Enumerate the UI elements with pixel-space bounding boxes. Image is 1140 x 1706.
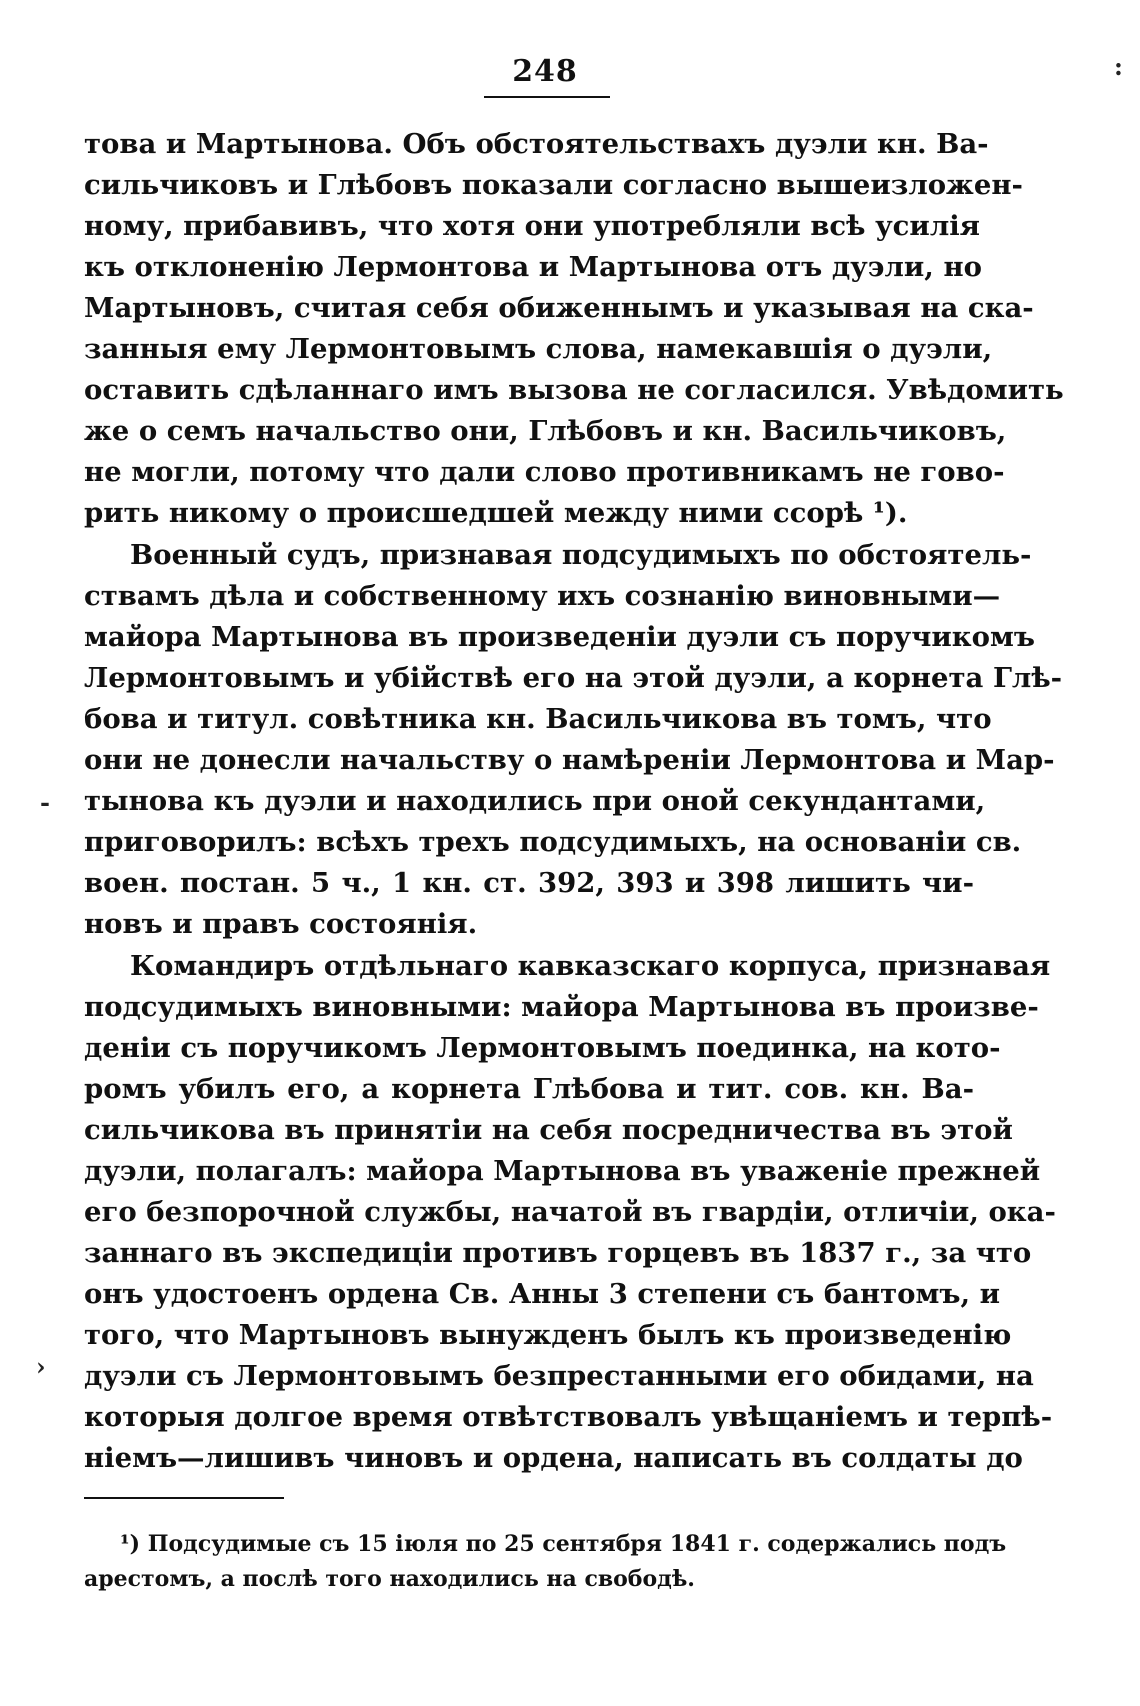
body-line: бова и титул. совѣтника кн. Васильчикова въ томъ, что <box>84 703 992 735</box>
body-line: воен. постан. 5 ч., 1 кн. ст. 392, 393 и 398 лишить чи- <box>84 867 974 899</box>
body-line: ному, прибавивъ, что хотя они употребляли всѣ усилія <box>84 210 980 242</box>
body-line: ствамъ дѣла и собственному ихъ сознанію виновными— <box>84 580 1001 612</box>
body-line: дуэли съ Лермонтовымъ безпрестанными его обидами, на <box>84 1360 1034 1392</box>
body-line: тынова къ дуэли и находились при оной секундантами, <box>84 785 986 817</box>
body-line: новъ и правъ состоянія. <box>84 908 478 940</box>
page-number: 248 <box>512 54 578 89</box>
body-line: подсудимыхъ виновными: майора Мартынова въ произве- <box>84 991 1039 1023</box>
body-line: Командиръ отдѣльнаго кавказскаго корпуса, признавая <box>130 950 1051 982</box>
body-line: сильчиковъ и Глѣбовъ показали согласно вышеизложен- <box>84 169 1023 201</box>
body-line: они не донесли начальству о намѣреніи Лермонтова и Мар- <box>84 744 1055 776</box>
footnote-line: ¹) Подсудимые съ 15 іюля по 25 сентября 1841 г. содержались подъ <box>120 1531 1007 1557</box>
margin-mark-bottom: › <box>36 1352 46 1381</box>
page-number-rule <box>484 96 610 98</box>
body-line: онъ удостоенъ ордена Св. Анны 3 степени съ бантомъ, и <box>84 1278 1001 1310</box>
body-line: ромъ убилъ его, а корнета Глѣбова и тит. сов. кн. Ва- <box>84 1073 974 1105</box>
body-line: майора Мартынова въ произведеніи дуэли съ поручикомъ <box>84 621 1035 653</box>
footnote-line: арестомъ, а послѣ того находились на свободѣ. <box>84 1566 695 1592</box>
body-line: того, что Мартыновъ вынужденъ былъ къ произведенію <box>84 1319 1012 1351</box>
footnote-rule <box>84 1497 284 1499</box>
margin-mark-top: : <box>1114 52 1123 81</box>
body-line: оставить сдѣланнаго имъ вызова не согласился. Увѣдомить <box>84 374 1064 406</box>
margin-mark-middle: - <box>40 788 50 817</box>
body-line: его безпорочной службы, начатой въ гвардіи, отличіи, ока- <box>84 1196 1056 1228</box>
body-line: занныя ему Лермонтовымъ слова, намекавшія о дуэли, <box>84 333 993 365</box>
body-line: рить никому о происшедшей между ними ссорѣ ¹). <box>84 497 908 529</box>
body-line: Лермонтовымъ и убійствѣ его на этой дуэли, а корнета Глѣ- <box>84 662 1063 694</box>
body-line: сильчикова въ принятіи на себя посредничества въ этой <box>84 1114 1013 1146</box>
body-line: Мартыновъ, считая себя обиженнымъ и указывая на ска- <box>84 292 1034 324</box>
body-line: къ отклоненію Лермонтова и Мартынова отъ дуэли, но <box>84 251 982 283</box>
body-line: заннаго въ экспедиціи противъ горцевъ въ 1837 г., за что <box>84 1237 1032 1269</box>
body-line: не могли, потому что дали слово противникамъ не гово- <box>84 456 1005 488</box>
body-line: Военный судъ, признавая подсудимыхъ по обстоятель- <box>130 539 1032 571</box>
body-line: приговорилъ: всѣхъ трехъ подсудимыхъ, на основаніи св. <box>84 826 1022 858</box>
body-line: дуэли, полагалъ: майора Мартынова въ уваженіе прежней <box>84 1155 1041 1187</box>
body-line: которыя долгое время отвѣтствовалъ увѣщаніемъ и терпѣ- <box>84 1401 1053 1433</box>
body-line: деніи съ поручикомъ Лермонтовымъ поединка, на кото- <box>84 1032 1001 1064</box>
body-line: же о семъ начальство они, Глѣбовъ и кн. Васильчиковъ, <box>84 415 1007 447</box>
body-line: това и Мартынова. Объ обстоятельствахъ дуэли кн. Ва- <box>84 128 989 160</box>
body-line: ніемъ—лишивъ чиновъ и ордена, написать въ солдаты до <box>84 1442 1023 1474</box>
